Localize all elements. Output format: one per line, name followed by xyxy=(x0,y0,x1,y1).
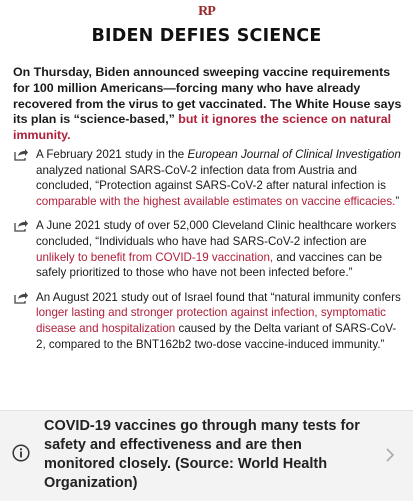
study-text: ” xyxy=(395,194,400,208)
study-text: A June 2021 study of over 52,000 Cleveland Clinic healthcare workers concluded, “Individuals who have had SARS-CoV-2 infection are xyxy=(36,219,397,248)
study-item-august xyxy=(13,290,405,352)
study-highlight: longer lasting and stronger protection against infection, symptomatic disease and hospitalization xyxy=(36,306,386,335)
intro-text: On Thursday, Biden announced sweeping vaccine requirements for 100 million Americans—forcing many who have already recovered from the virus to get vaccinated. The White House says its plan is “science-based,” xyxy=(13,65,402,127)
fact-check-notice[interactable] xyxy=(0,410,413,501)
study-text: caused by the Delta variant of SARS-CoV-2, compared to the BNT162b2 two-dose vaccine-induced immunity.” xyxy=(36,321,397,351)
study-text: analyzed national SARS-CoV-2 infection data from Austria and concluded, “Protection against SARS-CoV-2 after natural infection is xyxy=(36,163,386,193)
study-highlight: comparable with the highest available estimates on vaccine efficacies. xyxy=(36,194,396,208)
study-list xyxy=(13,147,405,361)
headline: BIDEN DEFIES SCIENCE xyxy=(91,26,322,46)
share-arrow-icon xyxy=(13,148,29,162)
study-text: An August 2021 study out of Israel found that “natural immunity confers xyxy=(36,290,401,304)
study-item-february xyxy=(13,147,405,209)
study-item-june xyxy=(13,218,405,280)
rp-logo: RP xyxy=(198,4,215,19)
share-arrow-icon xyxy=(13,291,29,305)
study-highlight: unlikely to benefit from COVID-19 vaccination, xyxy=(36,250,274,264)
intro-highlight: but it ignores the science on natural immunity. xyxy=(13,112,392,143)
intro-paragraph xyxy=(13,65,405,144)
study-text: and vaccines can be safely prioritized to those who have not been infected before.” xyxy=(36,250,383,280)
info-icon xyxy=(12,444,30,462)
chevron-right-icon[interactable] xyxy=(385,447,395,463)
share-arrow-icon xyxy=(13,219,29,233)
journal-name: European Journal of Clinical Investigation xyxy=(187,148,401,161)
notice-text: COVID-19 vaccines go through many tests for safety and effectiveness and are then monitored closely. (Source: World Health Organization) xyxy=(44,418,360,491)
study-text: A February 2021 study in the xyxy=(36,148,188,161)
